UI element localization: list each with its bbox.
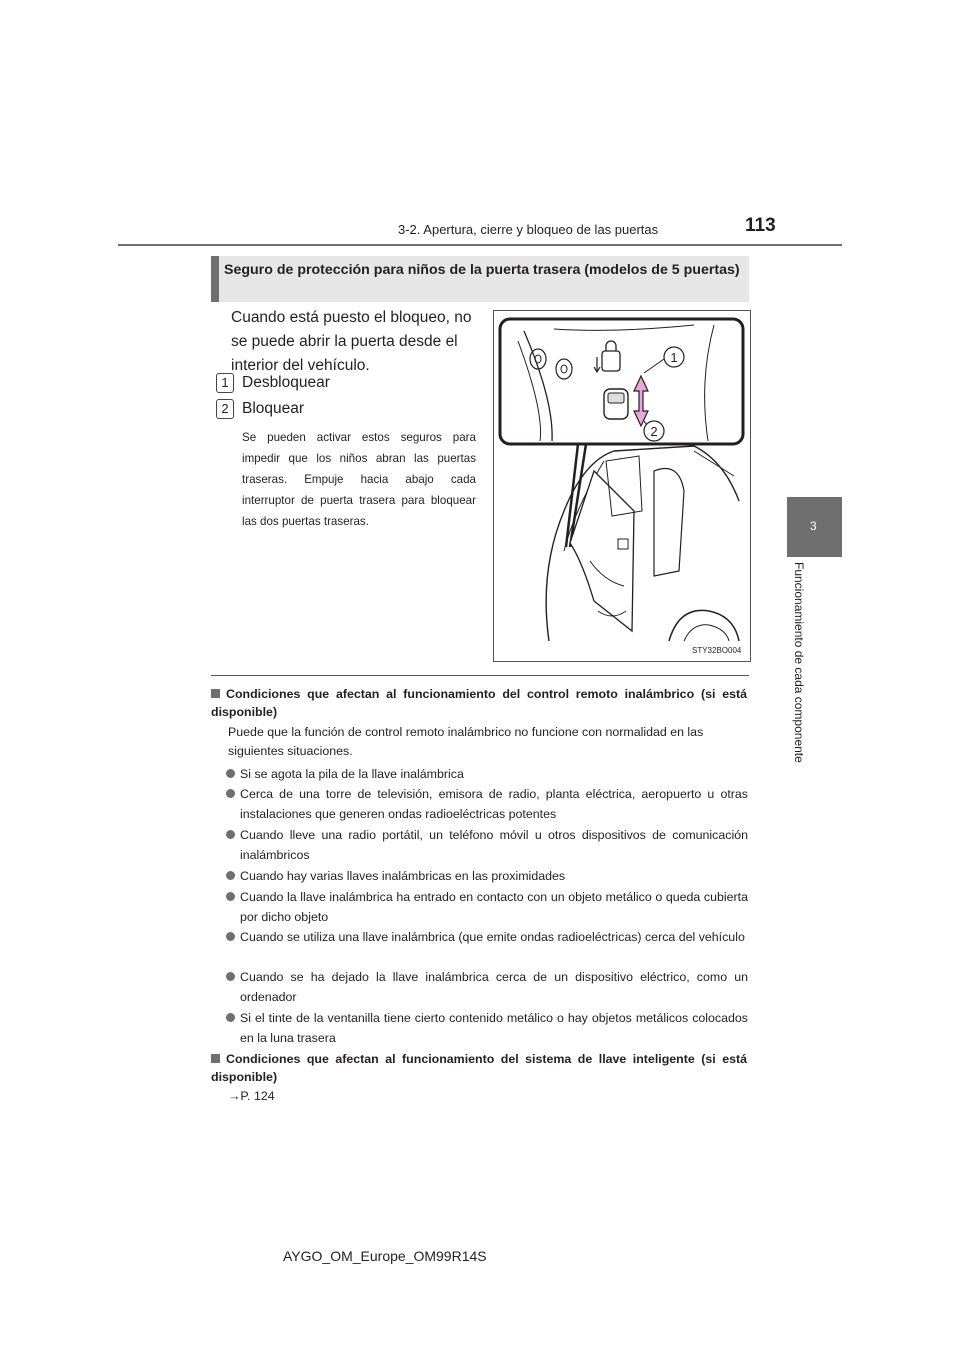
page-number: 113	[745, 215, 776, 236]
item-lock	[216, 399, 304, 419]
bullet-icon	[226, 1013, 235, 1022]
list-item: Si el tinte de la ventanilla tiene cierto contenido metálico o hay objetos metálicos colocados en la luna trasera	[226, 1008, 748, 1048]
car-door-illustration	[494, 311, 750, 661]
bullet-icon	[226, 789, 235, 798]
chapter-number: 3	[810, 519, 817, 533]
chapter-label: Funcionamiento de cada componente	[792, 562, 806, 763]
child-lock-illustration	[493, 310, 751, 662]
chapter-tab	[787, 497, 842, 557]
callout-1: 1	[670, 350, 678, 365]
note-text: Se pueden activar estos seguros para impedir que los niños abran las puertas traseras. Empuje hacia abajo cada interruptor de puerta trasera para bloquear las dos puertas traseras.	[242, 431, 476, 528]
list-item: Cuando la llave inalámbrica ha entrado en contacto con un objeto metálico o queda cubierta por dicho objeto	[226, 887, 748, 927]
list-item: Cerca de una torre de televisión, emisora de radio, planta eléctrica, aeropuerto u otras instalaciones que generen ondas radioeléctricas potentes	[226, 784, 748, 824]
item-label: Desbloquear	[242, 374, 330, 392]
bullet-icon	[226, 769, 235, 778]
bullet-icon	[226, 830, 235, 839]
list-item: Si se agota la pila de la llave inalámbrica	[226, 764, 748, 784]
item-label: Bloquear	[242, 400, 305, 418]
bullet-icon	[226, 932, 235, 941]
item-number: 1	[216, 373, 234, 393]
intro-text: Cuando está puesto el bloqueo, no se puede abrir la puerta desde el interior del vehículo.	[231, 309, 472, 374]
square-bullet-icon	[211, 1054, 220, 1063]
item-number: 2	[216, 399, 234, 419]
figure-code: STY32BO004	[692, 646, 742, 655]
bullet-icon	[226, 871, 235, 880]
callout-2: 2	[650, 424, 658, 439]
section-divider	[211, 675, 749, 676]
page-reference-link[interactable]: →P. 124	[228, 1089, 275, 1103]
running-header-section: 3-2. Apertura, cierre y bloqueo de las puertas	[398, 222, 659, 237]
list-item: Cuando se ha dejado la llave inalámbrica cerca de un dispositivo eléctrico, como un ordenador	[226, 967, 748, 1007]
remote-conditions-intro: Puede que la función de control remoto inalámbrico no funcione con normalidad en las siguientes situaciones.	[228, 725, 704, 758]
section-banner-bar	[211, 256, 219, 302]
list-item: Cuando lleve una radio portátil, un teléfono móvil u otros dispositivos de comunicación inalámbricos	[226, 825, 748, 865]
smart-key-conditions-heading: Condiciones que afectan al funcionamiento del sistema de llave inteligente (si está disponible)	[211, 1052, 747, 1084]
bullet-icon	[226, 892, 235, 901]
header-rule	[118, 244, 842, 246]
item-unlock	[216, 373, 330, 393]
list-item: Cuando se utiliza una llave inalámbrica (que emite ondas radioeléctricas) cerca del vehículo	[226, 927, 748, 947]
bullet-icon	[226, 972, 235, 981]
document-code: AYGO_OM_Europe_OM99R14S	[283, 1248, 487, 1264]
section-title: Seguro de protección para niños de la puerta trasera (modelos de 5 puertas)	[224, 262, 740, 278]
list-item: Cuando hay varias llaves inalámbricas en las proximidades	[226, 866, 748, 886]
square-bullet-icon	[211, 689, 220, 698]
remote-conditions-heading: Condiciones que afectan al funcionamiento del control remoto inalámbrico (si está disponible)	[211, 687, 747, 719]
